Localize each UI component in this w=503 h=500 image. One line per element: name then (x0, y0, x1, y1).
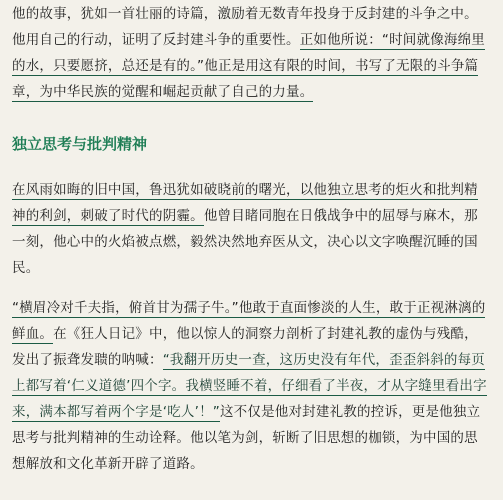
section-heading: 独立思考与批判精神 (12, 135, 148, 153)
paragraph-madman-diary (12, 295, 491, 477)
paragraph-text: 他曾目睹同胞在日俄战争中的屈辱与麻木，那一刻，他心中的火焰被点燃，毅然决然地弃医从文，决心以文字唤醒沉睡的国民。 (12, 208, 478, 276)
underlined-quote: 正如他所说：“时间就像海绵里的水，只要愿挤，总还是有的。”他正是用这有限的时间，书写了无限的斗争篇章，为中华民族的觉醒和崛起贡献了自己的力量。 (12, 32, 485, 100)
paragraph-text: 这不仅是他对封建礼教的控诉，更是他独立思考与批判精神的生动诠释。他以笔为剑，斩断了旧思想的枷锁，为中国的思想解放和文化革新开辟了道路。 (12, 404, 481, 472)
paragraph-text: 在《狂人日记》中，他以惊人的洞察力剖析了封建礼教的虚伪与残酷，发出了振聋发聩的呐喊： (12, 326, 478, 368)
underlined-sentence: 在风雨如晦的旧中国，鲁迅犹如破晓前的曙光，以他独立思考的炬火和批判精神的利剑，刺破了时代的阴霾。 (12, 182, 478, 224)
underlined-diary-quote: “我翻开历史一查，这历史没有年代，歪歪斜斜的每页上都写着‘仁义道德’四个字。我横竖睡不着，仔细看了半夜，才从字缝里看出字来，满本都写着两个字是‘吃人’！” (12, 352, 487, 420)
underlined-sentence: 他敢于直面惨淡的人生，敢于正视淋漓的鲜血。 (12, 300, 486, 342)
paragraph-lu-xun-story (12, 0, 491, 105)
paragraph-text: 他的故事，犹如一首壮丽的诗篇，激励着无数青年投身于反封建的斗争之中。他用自己的行动，证明了反封建斗争的重要性。 (12, 6, 478, 48)
paragraph-spacer (12, 281, 491, 295)
underlined-poem-quote: “横眉冷对千夫指，俯首甘为孺子牛。” (12, 300, 239, 316)
paragraph-old-china (12, 177, 491, 281)
